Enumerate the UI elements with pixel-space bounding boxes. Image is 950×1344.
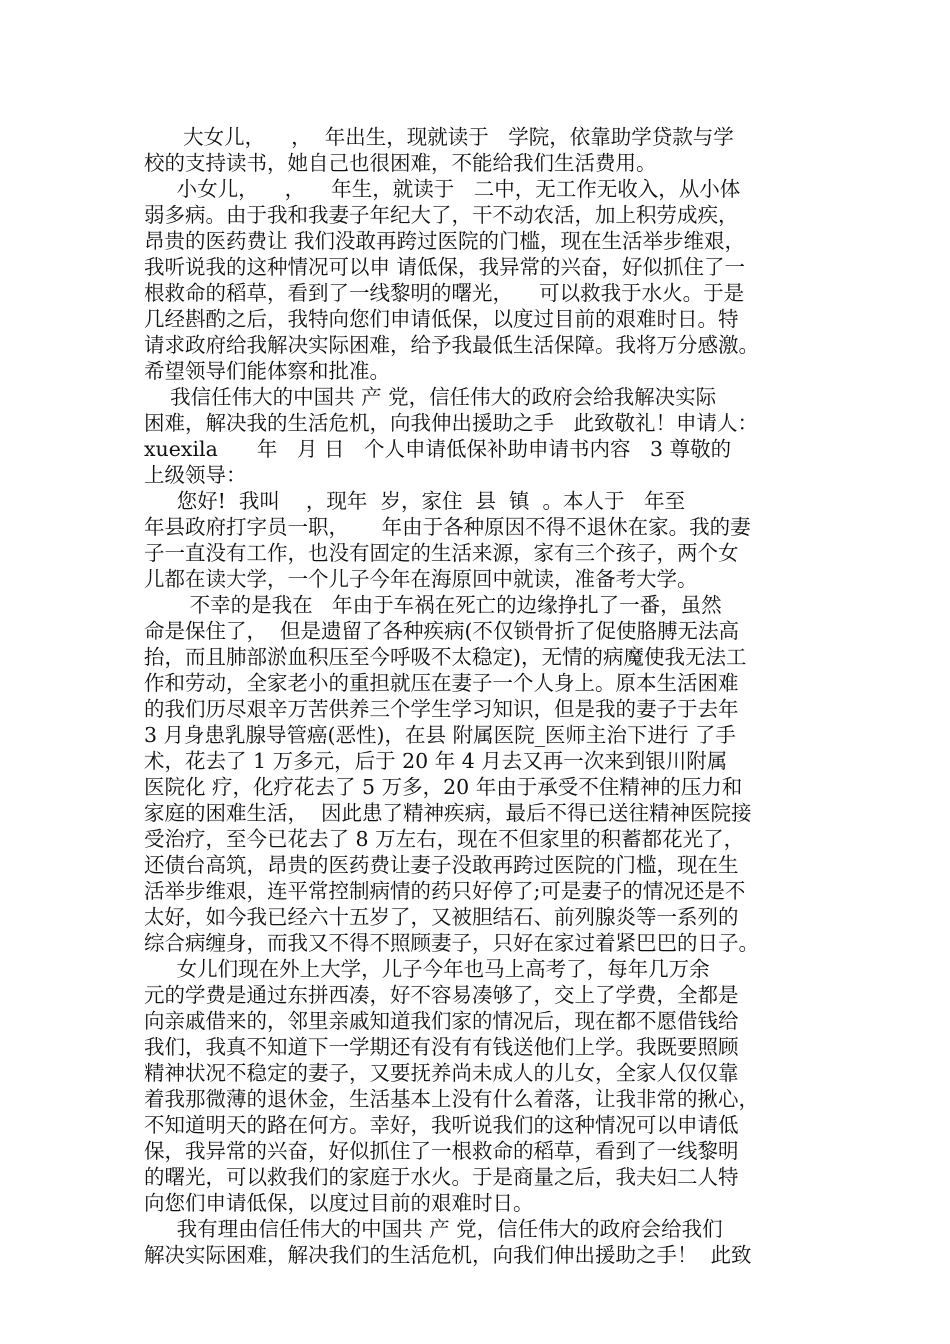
document-body [144,124,829,1268]
text-line: 儿都在读大学，一个儿子今年在海原回中就读，准备考大学。 [144,567,698,591]
text-line: 女儿们现在外上大学，儿子今年也马上高考了，每年几万余 [144,957,710,981]
text-line: 3 月身患乳腺导管癌(恶性)，在县 附属医院_医师主治下进行 了手 [144,723,736,747]
text-line: 我听说我的这种情况可以申 请低保，我异常的兴奋，好似抓住了一 [144,255,746,279]
text-line: 几经斟酌之后，我特向您们申请低保，以度过目前的艰难时日。特 [144,307,739,331]
text-line: 我信任伟大的中国共 产 党，信任伟大的政府会给我解决实际 [144,385,717,409]
text-line: 元的学费是通过东拼西凑，好不容易凑够了，交上了学费，全都是 [144,983,739,1007]
text-line: 家庭的困难生活， 因此患了精神疾病，最后不得已送往精神医院接 [144,801,752,825]
text-line: 向亲戚借来的，邻里亲戚知道我们家的情况后，现在都不愿借钱给 [144,1009,739,1033]
text-line: 抬，而且肺部淤血积压至今呼吸不太稳定)，无情的病魔使我无法工 [144,645,747,669]
text-line: 您好! 我叫 ，现年 岁，家住 县 镇 。本人于 年至 [144,489,686,513]
text-line: xuexila 年 月 日 个人申请低保补助申请书内容 3 尊敬的 [144,437,732,461]
text-line: 上级领导： [144,463,247,487]
text-line: 弱多病。由于我和我妻子年纪大了，干不动农活，加上积劳成疾， [144,203,739,227]
text-line: 术，花去了 1 万多元，后于 20 年 4 月去又再一次来到银川附属 [144,749,728,773]
text-line: 的我们历尽艰辛万苦供养三个学生学习知识，但是我的妻子于去年 [144,697,739,721]
text-line: 困难，解决我的生活危机，向我伸出援助之手 此致敬礼！申请人： [144,411,759,435]
text-line: 希望领导们能体察和批准。 [144,359,390,383]
text-line: 我有理由信任伟大的中国共 产 党，信任伟大的政府会给我们 [144,1217,723,1241]
text-line: 综合病缠身，而我又不得不照顾妻子，只好在家过着紧巴巴的日子。 [144,931,759,955]
text-line: 大女儿， ， 年出生，现就读于 学院，依靠助学贷款与学 [144,125,734,149]
text-line: 医院化 疗，化疗花去了 5 万多，20 年由于承受不住精神的压力和 [144,775,743,799]
text-line: 不知道明天的路在何方。幸好，我听说我们的这种情况可以申请低 [144,1113,739,1137]
text-line: 太好，如今我已经六十五岁了，又被胆结石、前列腺炎等一系列的 [144,905,739,929]
text-line: 活举步维艰，连平常控制病情的药只好停了;可是妻子的情况还是不 [144,879,746,903]
text-line: 还债台高筑，昂贵的医药费让妻子没敢再跨过医院的门槛，现在生 [144,853,739,877]
text-line: 作和劳动，全家老小的重担就压在妻子一个人身上。原本生活困难 [144,671,739,695]
text-line: 校的支持读书，她自己也很困难，不能给我们生活费用。 [144,151,657,175]
text-line: 请求政府给我解决实际困难，给予我最低生活保障。我将万分感激。 [144,333,759,357]
text-line: 子一直没有工作，也没有固定的生活来源，家有三个孩子，两个女 [144,541,739,565]
text-line: 精神状况不稳定的妻子，又要抚养尚未成人的儿女，全家人仅仅靠 [144,1061,739,1085]
text-line: 命是保住了， 但是遗留了各种疾病(不仅锁骨折了促使胳膊无法高 [144,619,740,643]
text-line: 解决实际困难，解决我们的生活危机，向我们伸出援助之手！ 此致 [144,1243,752,1267]
text-line: 小女儿， ， 年生，就读于 二中，无工作无收入，从小体 [144,177,741,201]
text-line: 不幸的是我在 年由于车祸在死亡的边缘挣扎了一番，虽然 [144,593,722,617]
text-line: 年县政府打字员一职， 年由于各种原因不得不退休在家。我的妻 [144,515,751,539]
text-line: 昂贵的医药费让 我们没敢再跨过医院的门槛，现在生活举步维艰， [144,229,746,253]
text-line: 我们，我真不知道下一学期还有没有有钱送他们上学。我既要照顾 [144,1035,739,1059]
text-line: 根救命的稻草，看到了一线黎明的曙光， 可以救我于水火。于是 [144,281,745,305]
text-line: 向您们申请低保，以度过目前的艰难时日。 [144,1191,534,1215]
text-line: 受治疗，至今已花去了 8 万左右，现在不但家里的积蓄都花光了， [144,827,745,851]
text-line: 着我那微薄的退休金，生活基本上没有什么着落，让我非常的揪心， [144,1087,759,1111]
text-line: 保，我异常的兴奋，好似抓住了一根救命的稻草，看到了一线黎明 [144,1139,739,1163]
text-line: 的曙光，可以救我们的家庭于水火。于是商量之后，我夫妇二人特 [144,1165,739,1189]
